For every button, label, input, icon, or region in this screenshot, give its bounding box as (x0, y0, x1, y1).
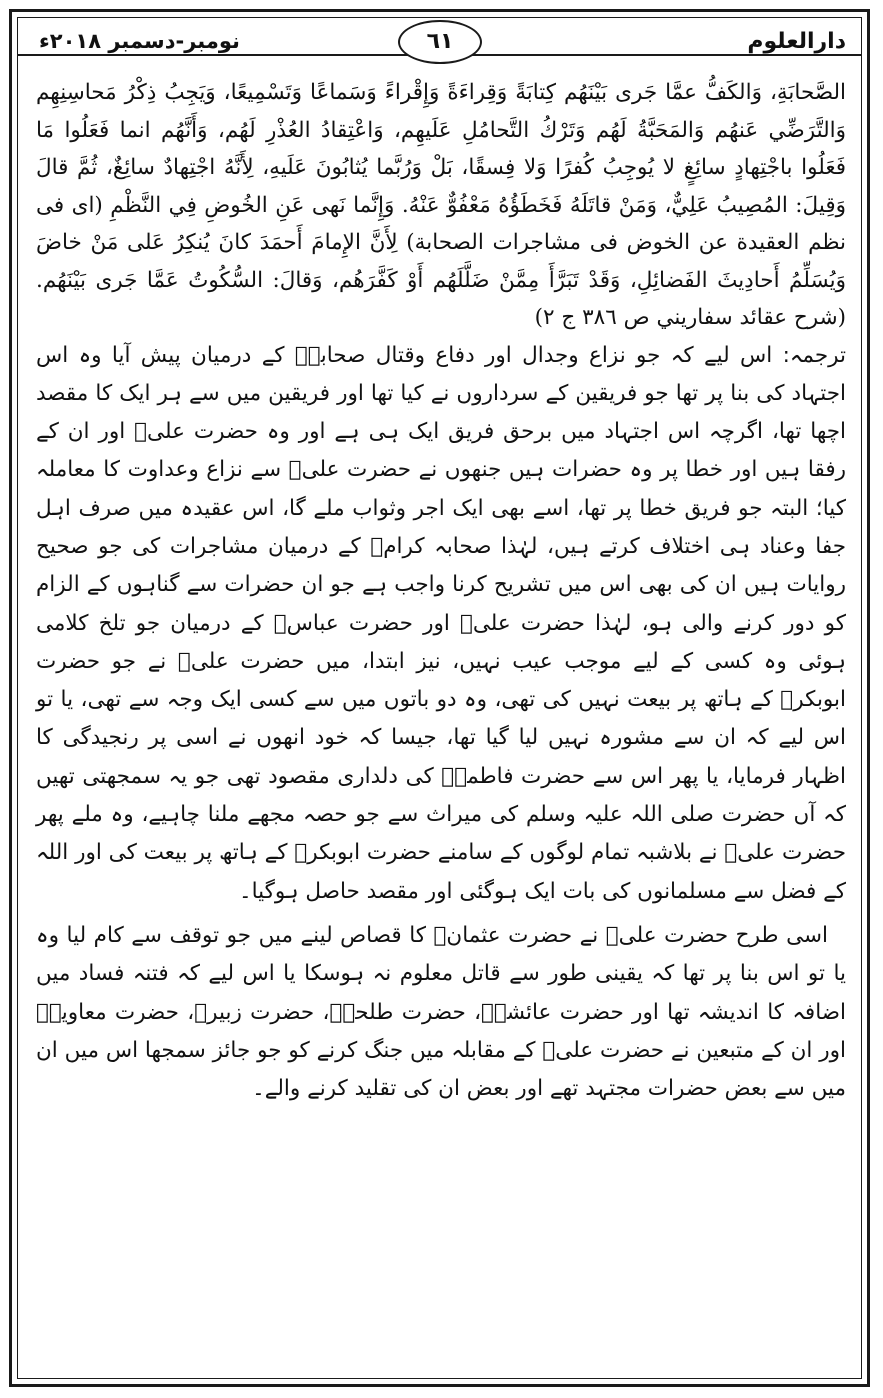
translation-paragraph-1: ترجمہ: اس لیے کہ جو نزاع وجدال اور دفاع وقتال صحابہؓ کے درمیان پیش آیا وہ اس اجتہاد کی بنا پر تھا جو فریقین کے سرداروں نے کیا تھا اور فریقین میں سے ہر ایک کا مقصد اچھا تھا، اگرچہ اس اجتہاد میں برحق فریق ایک ہی ہے اور وہ حضرت علیؓ اور ان کے رفقا ہیں اور خطا پر وہ حضرات ہیں جنھوں نے حضرت علیؓ سے نزاع وعداوت کا معاملہ کیا؛ البتہ جو فریق خطا پر تھا، اسے بھی ایک اجر وثواب ملے گا، اس عقیدہ میں صرف اہل جفا وعناد ہی اختلاف کرتے ہیں، لہٰذا صحابہ کرامؓ کے درمیان مشاجرات کی جو صحیح روایات ہیں ان کی بھی اس میں تشریح کرنا واجب ہے جو ان حضرات سے گناہوں کے الزام کو دور کرنے والی ہو، لہٰذا حضرت علیؓ اور حضرت عباسؓ کے درمیان جو تلخ کلامی ہوئی وہ کسی کے لیے موجب عیب نہیں، نیز ابتدا، میں حضرت علیؓ نے جو حضرت ابوبکرؓ کے ہاتھ پر بیعت نہیں کی تھی، وہ دو باتوں میں سے کسی ایک وجہ سے تھی، یا تو اس لیے کہ ان سے مشورہ نہیں لیا گیا تھا، جیسا کہ خود انھوں نے اسی پر رنجیدگی کا اظہار فرمایا، یا پھر اس سے حضرت فاطمہؓ کی دلداری مقصود تھی جو یہ سمجھتی تھیں کہ آں حضرت صلی اللہ علیہ وسلم کی میراث سے جو حصہ مجھے ملنا چاہیے، وہ ملے پھر حضرت علیؓ نے بلاشبہ تمام لوگوں کے سامنے حضرت ابوبکرؓ کے ہاتھ پر بیعت کی اور اللہ کے فضل سے مسلمانوں کی بات ایک ہوگئی اور مقصد حاصل ہوگیا۔ (36, 342, 846, 904)
translation-paragraph-2: اسی طرح حضرت علیؓ نے حضرت عثمانؓ کا قصاص لینے میں جو توقف سے کام لیا وہ یا تو اس بنا پر تھا کہ یقینی طور سے قاتل معلوم نہ ہوسکا یا اس لیے کہ فتنہ فساد میں اضافہ کا اندیشہ تھا اور حضرت عائشہؓ، حضرت طلحہؓ، حضرت زبیرؓ، حضرت معاویہؓ اور ان کے متبعین نے حضرت علیؓ کے مقابلہ میں جنگ کرنے کو جو جائز سمجھا اس میں ان میں سے بعض حضرات مجتہد تھے اور بعض ان کی تقلید کرنے والے۔ (36, 922, 846, 1102)
journal-name: دارالعلوم (747, 29, 846, 54)
arabic-quote: الصَّحابَةِ، وَالكَفُّ عمَّا جَرى بَيْنَهُم كِتابَةً وَقِراءَةً وَإِقْراءً وَسَماعًا وَتَسْمِيعًا، وَيَجِبُ ذِكْرُ مَحاسِنِهِم وَالتَّرَضِّي عَنهُم وَالمَحَبَّةُ لَهُم وَتَرْكُ التَّحامُلِ عَلَيهِم، وَاعْتِقادُ العُذْرِ لَهُم، وَأَنَّهُم انما فَعَلُوا مَا فَعَلُوا باجْتِهادٍ سائِغٍ لا يُوجِبُ كُفرًا وَلا فِسقًا، بَلْ وَرُبَّما يُثابُونَ عَلَيهِ، لِأَنَّهُ اجْتِهادٌ سائِغٌ، ثُمَّ قالَ وَقِيلَ: المُصِيبُ عَلِيٌّ، وَمَنْ قاتَلَهُ فَخَطَؤُهُ مَعْفُوٌّ عَنْهُ. وَإِنَّما نَهى عَنِ الخُوضِ فِي النَّظْمِ (اى فى نظم العقيدة عن الخوض فى مشاجرات الصحابة) لِأَنَّ الإِمامَ أَحمَدَ كانَ يُنكِرُ عَلى مَنْ خاضَ وَيُسَلِّمُ أَحادِيثَ الفَضائِلِ، وَقَدْ تَبَرَّأَ مِمَّنْ ضَلَّلَهُم أَوْ كَفَّرَهُم، وَقالَ: السُّكُوتُ عَمَّا جَرى بَيْنَهُم. (شرح عقائد سفاريني ص ٣٨٦ ج ٢) (36, 80, 846, 330)
page-number: ٦١ (398, 20, 482, 64)
issue-date: نومبر-دسمبر ۲۰۱۸ء (39, 29, 240, 53)
page-content (36, 74, 846, 1108)
